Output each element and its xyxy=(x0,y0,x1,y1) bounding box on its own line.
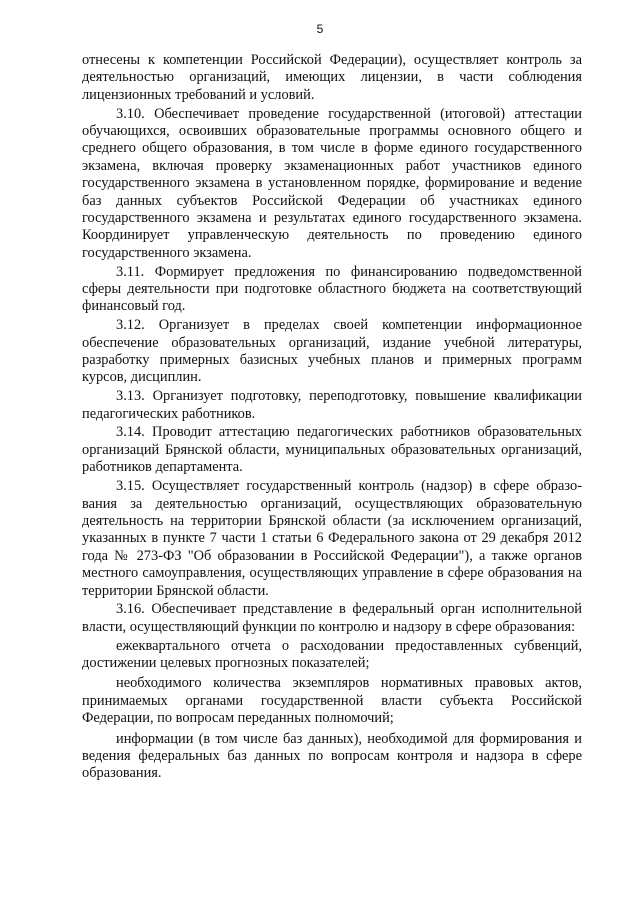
paragraph-3-12: 3.12. Организует в пределах своей компетенции информационное обеспечение образовательных организаций, издание учебной литературы, разработку примерных базисных учебных планов и примерных программ курсов, дисциплин. xyxy=(82,317,582,386)
paragraph-3-11: 3.11. Формирует предложения по финансированию подведомственной сферы деятельности при подготовке областного бюджета на соответствующий финансовый год. xyxy=(82,263,582,315)
paragraph-continuation: отнесены к компетенции Российской Федерации), осуществляет контроль за деятельностью организаций, имеющих лицензии, в части соблюдения лицензионных требований и условий. xyxy=(82,52,582,103)
list-item-legal-acts: необходимого количества экземпляров нормативных правовых актов, принимаемых органами государственной власти субъекта Российской Федерации, по вопросам переданных полномочий; xyxy=(82,675,582,727)
list-item-quarterly-report: ежеквартального отчета о расходовании предоставленных субвенций, достижении целевых прогнозных показателей; xyxy=(82,637,582,671)
paragraph-3-15: 3.15. Осуществляет государственный контроль (надзор) в сфере образования за деятельностью организаций, осуществляющих образовательную деятельность на территории Брянской области (за исключением организаций, указанных в пункте 7 части 1 статьи 6 Федерального закона от 29 декабря 2012 года № 273-ФЗ "Об образовании в Российской Федерации"), а также органов местного самоуправления, осуществляющих управление в сфере образования на территории Брянской области. xyxy=(82,478,582,599)
list-item-information: информации (в том числе баз данных), необходимой для формирования и ведения федеральных баз данных по вопросам контроля и надзора в сфере образования. xyxy=(82,730,582,782)
document-body xyxy=(82,52,582,786)
paragraph-3-16: 3.16. Обеспечивает представление в федеральный орган исполнительной власти, осуществляющий функции по контролю и надзору в сфере образования: xyxy=(82,601,582,635)
paragraph-3-14: 3.14. Проводит аттестацию педагогических работников образовательных организаций Брянской области, муниципальных образовательных организаций, работников департамента. xyxy=(82,424,582,476)
paragraph-3-10: 3.10. Обеспечивает проведение государственной (итоговой) аттестации обучающихся, освоивших образовательные программы основного общего и среднего общего образования, в том числе в форме единого государственного экзамена, включая проверку экзаменационных работ участников единого государственного экзамена в установленном порядке, формирование и ведение баз данных субъектов Российской Федерации об участниках единого государственного экзамена и результатах единого государственного экзамена. Координирует управленческую деятельность по проведению единого государственного экзамена. xyxy=(82,105,582,261)
page-number: 5 xyxy=(316,22,324,36)
paragraph-3-13: 3.13. Организует подготовку, переподготовку, повышение квалификации педагогических работников. xyxy=(82,388,582,422)
